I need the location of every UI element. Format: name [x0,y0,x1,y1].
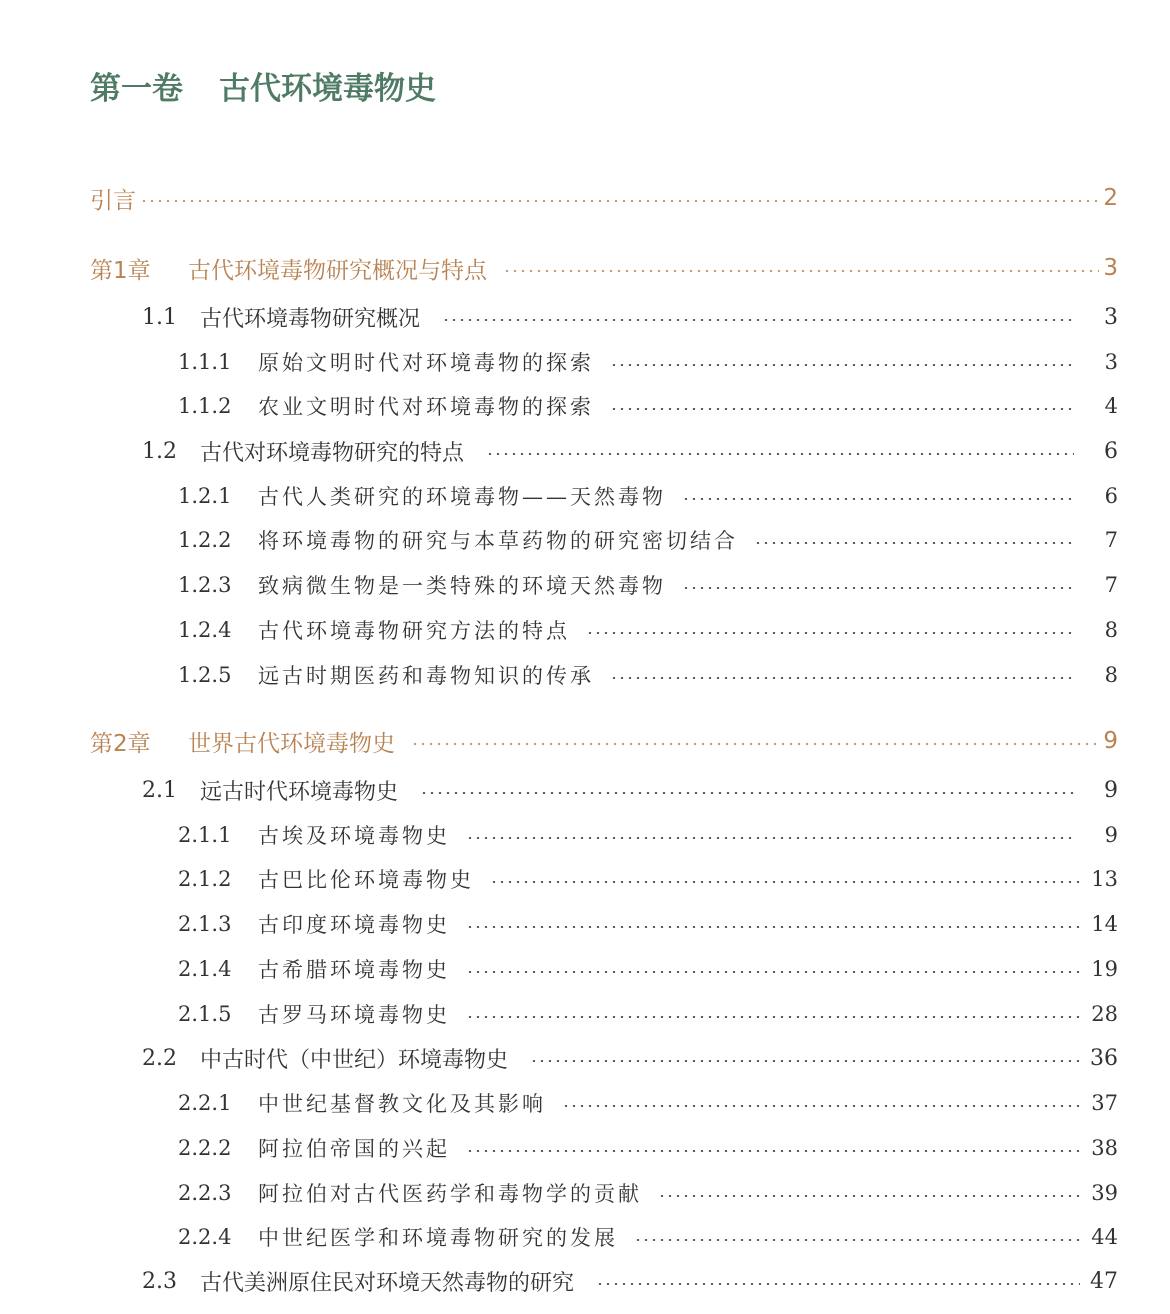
toc-subsection-2-2-2[interactable] [178,1131,1118,1165]
dot-leader [754,542,1075,544]
volume-number: 第一卷 [90,71,183,107]
section-title: 中古时代（中世纪）环境毒物史 [200,1047,509,1073]
toc-subsection-2-1-3[interactable] [178,907,1118,941]
subsection-page: 3 [1104,350,1118,374]
subsection-page: 13 [1091,867,1118,891]
toc-subsection-1-1-2[interactable] [178,389,1118,423]
section-number: 2.2 [142,1045,177,1071]
dot-leader [596,1283,1080,1285]
dot-leader [466,971,1081,973]
toc-section-1-2[interactable] [142,434,1118,468]
subsection-page: 8 [1104,618,1118,642]
subsection-title: 阿拉伯帝国的兴起 [258,1137,450,1161]
toc-intro-label: 引言 [90,187,136,214]
subsection-page: 44 [1091,1225,1118,1249]
dot-leader [586,632,1075,634]
section-title: 古代环境毒物研究概况 [200,306,421,332]
toc-subsection-2-1-2[interactable] [178,862,1118,896]
subsection-number: 1.2.4 [178,618,232,642]
dot-leader [466,1016,1081,1018]
subsection-title: 古代人类研究的环境毒物——天然毒物 [258,485,666,509]
toc-subsection-2-1-5[interactable] [178,997,1118,1031]
toc-entry-intro[interactable] [90,180,1118,216]
toc-subsection-2-1-1[interactable] [178,818,1118,852]
subsection-number: 2.2.3 [178,1181,232,1205]
subsection-page: 14 [1091,912,1118,936]
toc-chapter-1[interactable] [90,250,1118,286]
toc-subsection-1-2-5[interactable] [178,658,1118,692]
chapter-number: 第1章 [90,257,151,284]
dot-leader [530,1060,1080,1062]
toc-subsection-2-2-1[interactable] [178,1086,1118,1120]
subsection-page: 4 [1104,394,1118,418]
dot-leader [682,498,1075,500]
subsection-title: 远古时期医药和毒物知识的传承 [258,664,594,688]
dot-leader [466,926,1081,928]
chapter-page: 9 [1103,728,1118,754]
toc-section-2-1[interactable] [142,773,1118,807]
subsection-number: 2.1.4 [178,957,232,981]
subsection-title: 古希腊环境毒物史 [258,958,450,982]
toc-subsection-1-2-1[interactable] [178,479,1118,513]
dot-leader [634,1239,1081,1241]
subsection-number: 2.1.1 [178,823,232,847]
subsection-title: 古代环境毒物研究方法的特点 [258,619,570,643]
subsection-page: 28 [1091,1002,1118,1026]
subsection-page: 9 [1104,823,1118,847]
subsection-page: 7 [1104,528,1118,552]
dot-leader [411,743,1099,745]
toc-section-2-3[interactable] [142,1264,1118,1298]
subsection-number: 2.2.2 [178,1136,232,1160]
subsection-number: 2.1.2 [178,867,232,891]
dot-leader [610,408,1075,410]
subsection-title: 致病微生物是一类特殊的环境天然毒物 [258,574,666,598]
volume-name: 古代环境毒物史 [219,71,436,107]
toc-intro-page: 2 [1103,185,1118,211]
toc-subsection-1-2-4[interactable] [178,613,1118,647]
toc-section-2-2[interactable] [142,1041,1118,1075]
section-page: 9 [1104,777,1118,803]
subsection-page: 38 [1091,1136,1118,1160]
subsection-number: 1.1.1 [178,350,232,374]
subsection-page: 6 [1104,484,1118,508]
subsection-page: 19 [1091,957,1118,981]
dot-leader [140,200,1099,202]
section-page: 3 [1104,304,1118,330]
dot-leader [466,837,1075,839]
subsection-title: 古印度环境毒物史 [258,913,450,937]
subsection-title: 中世纪医学和环境毒物研究的发展 [258,1226,618,1250]
section-number: 1.1 [142,304,177,330]
subsection-title: 古罗马环境毒物史 [258,1003,450,1027]
dot-leader [562,1105,1081,1107]
dot-leader [486,453,1074,455]
subsection-title: 将环境毒物的研究与本草药物的研究密切结合 [258,529,738,553]
subsection-title: 农业文明时代对环境毒物的探索 [258,395,594,419]
subsection-number: 2.1.3 [178,912,232,936]
chapter-number: 第2章 [90,730,151,757]
section-title: 古代对环境毒物研究的特点 [200,440,465,466]
subsection-title: 古巴比伦环境毒物史 [258,868,474,892]
chapter-title: 世界古代环境毒物史 [188,730,395,757]
section-number: 1.2 [142,438,177,464]
toc-subsection-1-1-1[interactable] [178,345,1118,379]
dot-leader [682,587,1075,589]
section-title: 古代美洲原住民对环境天然毒物的研究 [200,1270,575,1296]
chapter-page: 3 [1103,255,1118,281]
subsection-page: 7 [1104,573,1118,597]
section-page: 6 [1104,438,1118,464]
subsection-page: 8 [1104,663,1118,687]
subsection-number: 1.2.1 [178,484,232,508]
section-title: 远古时代环境毒物史 [200,779,399,805]
section-number: 2.3 [142,1268,177,1294]
subsection-title: 原始文明时代对环境毒物的探索 [258,351,594,375]
subsection-number: 1.1.2 [178,394,232,418]
section-page: 47 [1090,1268,1118,1294]
dot-leader [490,881,1081,883]
subsection-number: 2.2.4 [178,1225,232,1249]
subsection-page: 37 [1091,1091,1118,1115]
toc-subsection-2-2-3[interactable] [178,1176,1118,1210]
toc-section-1-1[interactable] [142,300,1118,334]
dot-leader [610,677,1075,679]
dot-leader [658,1195,1081,1197]
section-page: 36 [1090,1045,1118,1071]
dot-leader [442,319,1074,321]
toc-chapter-2[interactable] [90,723,1118,759]
section-number: 2.1 [142,777,177,803]
chapter-title: 古代环境毒物研究概况与特点 [188,257,487,284]
subsection-title: 阿拉伯对古代医药学和毒物学的贡献 [258,1182,642,1206]
dot-leader [503,270,1099,272]
dot-leader [610,364,1075,366]
subsection-number: 1.2.5 [178,663,232,687]
subsection-number: 2.1.5 [178,1002,232,1026]
subsection-title: 古埃及环境毒物史 [258,824,450,848]
subsection-number: 1.2.3 [178,573,232,597]
dot-leader [420,792,1074,794]
toc-subsection-1-2-3[interactable] [178,568,1118,602]
dot-leader [466,1150,1081,1152]
toc-subsection-2-2-4[interactable] [178,1220,1118,1254]
subsection-number: 1.2.2 [178,528,232,552]
toc-subsection-2-1-4[interactable] [178,952,1118,986]
subsection-title: 中世纪基督教文化及其影响 [258,1092,546,1116]
toc-subsection-1-2-2[interactable] [178,523,1118,557]
subsection-number: 2.2.1 [178,1091,232,1115]
subsection-page: 39 [1091,1181,1118,1205]
